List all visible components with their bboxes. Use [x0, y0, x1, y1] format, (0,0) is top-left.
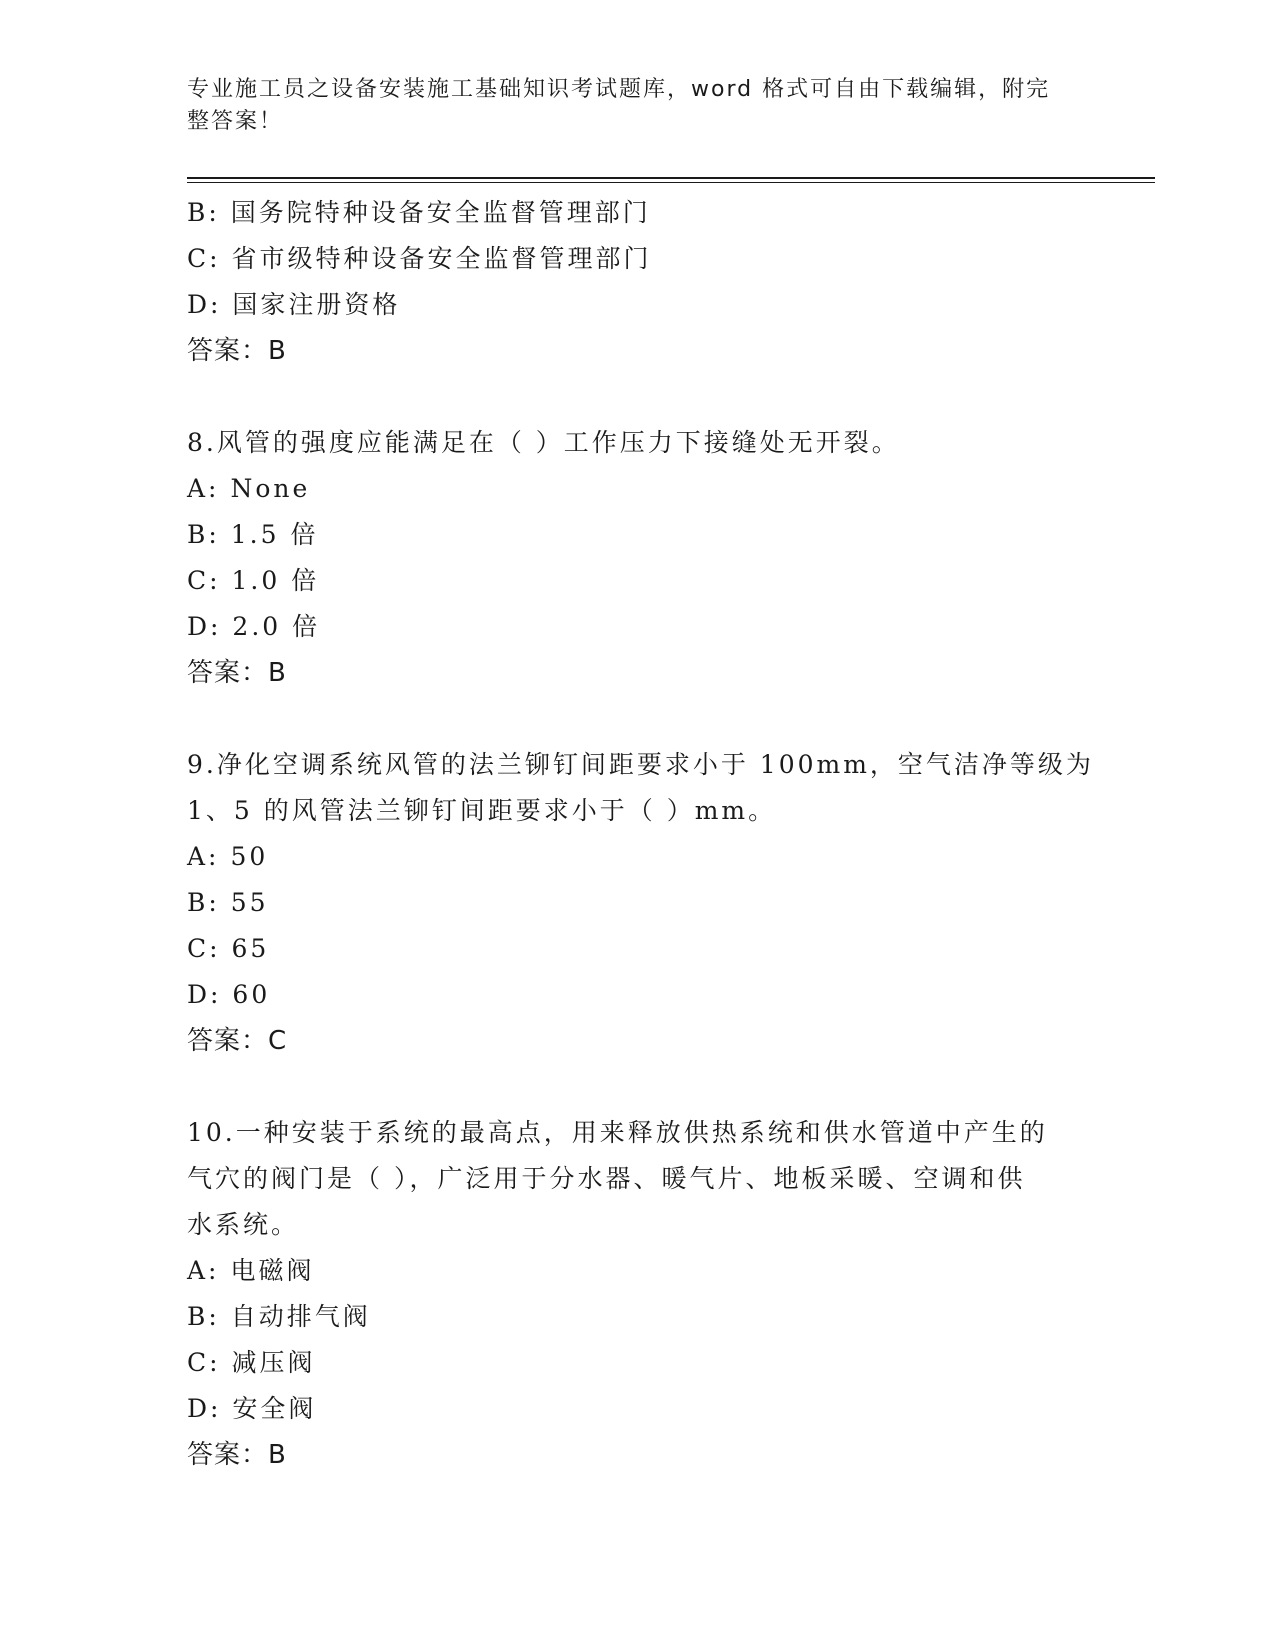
- option-label: D:: [187, 612, 222, 641]
- header-line-1: 专业施工员之设备安装施工基础知识考试题库，word 格式可自由下载编辑，附完: [187, 77, 1051, 102]
- option-a: [187, 466, 1087, 512]
- option-label: C:: [187, 1348, 221, 1377]
- option-c: [187, 558, 1087, 604]
- option-text: 1.0 倍: [231, 566, 320, 595]
- option-text: 国务院特种设备安全监督管理部门: [230, 198, 651, 227]
- option-text: 2.0 倍: [232, 612, 321, 641]
- option-c: [187, 236, 1087, 282]
- answer-line: 答案：B: [187, 336, 287, 366]
- option-text: 1.5 倍: [230, 520, 319, 549]
- spacer: [187, 696, 1087, 742]
- spacer: [187, 1064, 1087, 1110]
- option-b: [187, 190, 1087, 236]
- question-stem: [187, 1110, 1087, 1248]
- question-stem: [187, 420, 1087, 466]
- option-label: B:: [187, 888, 220, 917]
- question-stem-line: 1、5 的风管法兰铆钉间距要求小于（ ）mm。: [187, 796, 777, 825]
- question-stem-line: 水系统。: [187, 1210, 300, 1239]
- option-label: C:: [187, 244, 221, 273]
- option-c: [187, 926, 1087, 972]
- header-divider-thin: [187, 182, 1155, 183]
- option-text: 电磁阀: [230, 1256, 315, 1285]
- document-header: [187, 74, 1067, 138]
- option-label: B:: [187, 520, 220, 549]
- option-d: [187, 972, 1087, 1018]
- option-label: C:: [187, 566, 221, 595]
- option-text: 自动排气阀: [230, 1302, 371, 1331]
- answer-line: 答案：B: [187, 1440, 287, 1470]
- option-d: [187, 282, 1087, 328]
- question-content: [187, 190, 1094, 1478]
- question-9: [187, 742, 1094, 1064]
- header-divider-thick: [187, 177, 1155, 179]
- option-label: B:: [187, 198, 220, 227]
- spacer: [187, 374, 1087, 420]
- question-10: [187, 1110, 1087, 1478]
- option-b: [187, 880, 1087, 926]
- option-text: 省市级特种设备安全监督管理部门: [231, 244, 652, 273]
- question-8: [187, 420, 1087, 696]
- option-text: 50: [230, 842, 269, 871]
- option-label: A:: [187, 1256, 220, 1285]
- question-stem-line: 8.风管的强度应能满足在（ ）工作压力下接缝处无开裂。: [187, 428, 900, 457]
- option-text: 65: [231, 934, 270, 963]
- option-b: [187, 1294, 1087, 1340]
- option-d: [187, 1386, 1087, 1432]
- option-a: [187, 1248, 1087, 1294]
- option-text: 减压阀: [231, 1348, 316, 1377]
- question-stem: [187, 742, 1094, 834]
- question-stem-line: 9.净化空调系统风管的法兰铆钉间距要求小于 100mm，空气洁净等级为: [187, 750, 1094, 779]
- answer-line: 答案：C: [187, 1026, 288, 1056]
- option-text: 60: [232, 980, 271, 1009]
- question-stem-line: 10.一种安装于系统的最高点，用来释放供热系统和供水管道中产生的: [187, 1118, 1048, 1147]
- option-text: 国家注册资格: [232, 290, 401, 319]
- option-label: C:: [187, 934, 221, 963]
- answer-line: 答案：B: [187, 658, 287, 688]
- option-a: [187, 834, 1087, 880]
- option-b: [187, 512, 1087, 558]
- header-line-2: 整答案！: [187, 109, 284, 134]
- option-text: None: [230, 474, 311, 503]
- option-label: D:: [187, 1394, 222, 1423]
- option-label: B:: [187, 1302, 220, 1331]
- question-stem-line: 气穴的阀门是（ ），广泛用于分水器、暖气片、地板采暖、空调和供: [187, 1164, 1026, 1193]
- option-label: D:: [187, 980, 222, 1009]
- option-label: A:: [187, 842, 220, 871]
- option-d: [187, 604, 1087, 650]
- option-text: 55: [230, 888, 269, 917]
- option-label: A:: [187, 474, 220, 503]
- continued-question: [187, 190, 1087, 374]
- option-c: [187, 1340, 1087, 1386]
- option-text: 安全阀: [232, 1394, 317, 1423]
- option-label: D:: [187, 290, 222, 319]
